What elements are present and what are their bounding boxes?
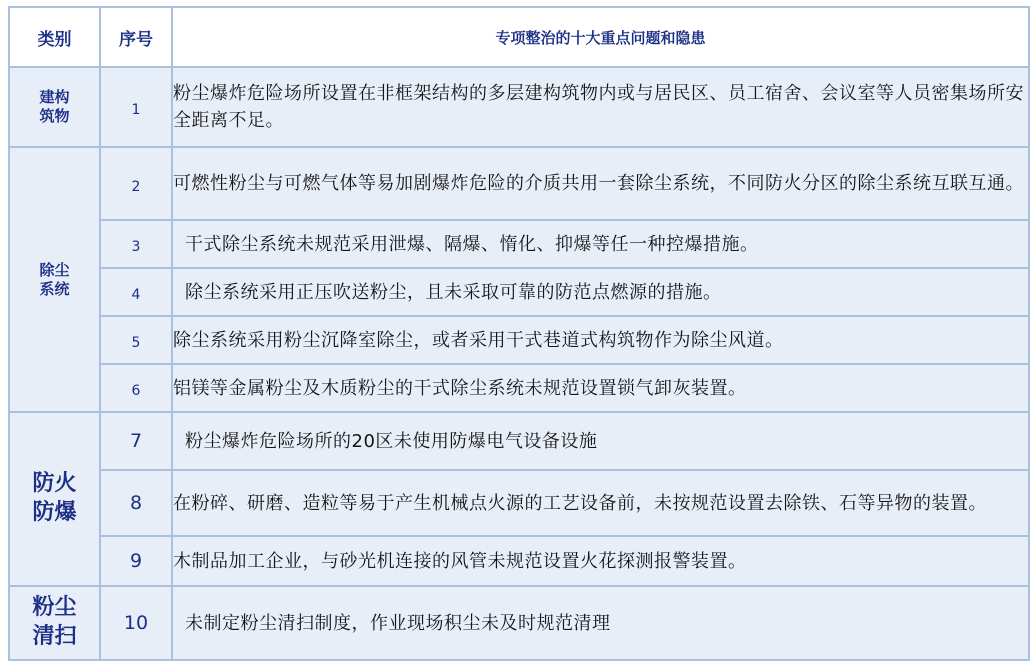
table-row: [9, 536, 1029, 586]
category-cell: [9, 586, 100, 660]
row-description: 未制定粉尘清扫制度，作业现场积尘未及时规范清理: [172, 586, 1029, 660]
category-line: 防火: [32, 471, 77, 497]
row-number: 10: [100, 586, 172, 660]
table-row: [9, 268, 1029, 316]
header-category: 类别: [9, 7, 100, 67]
row-description: 粉尘爆炸危险场所设置在非框架结构的多层建构筑物内或与居民区、员工宿舍、会议室等人员密集场所安全距离不足。: [172, 67, 1029, 147]
category-cell: [9, 412, 100, 586]
table-row: [9, 364, 1029, 412]
category-line: 除尘: [39, 260, 70, 279]
table-row: [9, 147, 1029, 220]
row-description: 可燃性粉尘与可燃气体等易加剧爆炸危险的介质共用一套除尘系统，不同防火分区的除尘系统互联互通。: [172, 147, 1029, 220]
row-number: 4: [100, 268, 172, 316]
row-number: 9: [100, 536, 172, 586]
row-description: 木制品加工企业，与砂光机连接的风管未规范设置火花探测报警装置。: [172, 536, 1029, 586]
row-description: 除尘系统采用粉尘沉降室除尘，或者采用干式巷道式构筑物作为除尘风道。: [172, 316, 1029, 364]
row-description: 铝镁等金属粉尘及木质粉尘的干式除尘系统未规范设置锁气卸灰装置。: [172, 364, 1029, 412]
table-row: [9, 586, 1029, 660]
table-row: [9, 220, 1029, 268]
hazard-table: [8, 6, 1030, 661]
row-number: 5: [100, 316, 172, 364]
row-number: 3: [100, 220, 172, 268]
row-number: 8: [100, 470, 172, 536]
row-number: 1: [100, 67, 172, 147]
row-number: 2: [100, 147, 172, 220]
header-description: 专项整治的十大重点问题和隐患: [172, 7, 1029, 67]
category-line: 建构: [39, 88, 70, 107]
table-row: [9, 67, 1029, 147]
row-number: 6: [100, 364, 172, 412]
category-line: 防爆: [32, 500, 77, 525]
table-header-row: [9, 7, 1029, 67]
category-cell: [9, 147, 100, 412]
category-line: 粉尘: [32, 595, 77, 621]
category-line: 清扫: [32, 624, 77, 649]
row-description: 粉尘爆炸危险场所的20区未使用防爆电气设备设施: [172, 412, 1029, 470]
row-description: 干式除尘系统未规范采用泄爆、隔爆、惰化、抑爆等任一种控爆措施。: [172, 220, 1029, 268]
header-number: 序号: [100, 7, 172, 67]
category-cell: [9, 67, 100, 147]
row-description: 在粉碎、研磨、造粒等易于产生机械点火源的工艺设备前，未按规范设置去除铁、石等异物的装置。: [172, 470, 1029, 536]
category-line: 系统: [39, 279, 70, 298]
table-row: [9, 412, 1029, 470]
table-row: [9, 316, 1029, 364]
row-number: 7: [100, 412, 172, 470]
row-description: 除尘系统采用正压吹送粉尘，且未采取可靠的防范点燃源的措施。: [172, 268, 1029, 316]
category-line: 筑物: [39, 107, 70, 125]
table-row: [9, 470, 1029, 536]
